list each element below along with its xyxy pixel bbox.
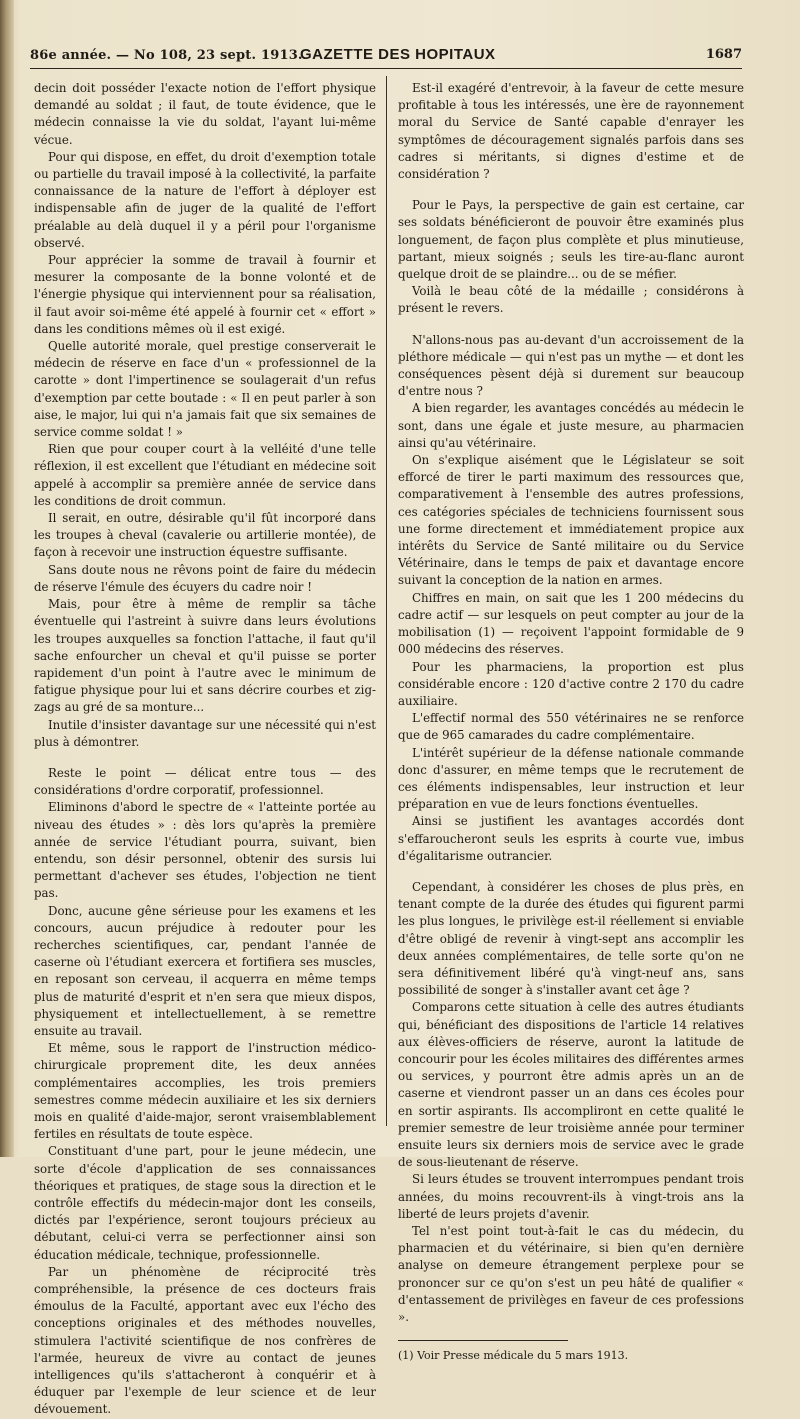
paragraph: Pour qui dispose, en effet, du droit d'exemption totale ou partielle du travail imposé à la collectivité, la parfaite connaissance de la nature de l'effort à déployer est indispensable afin de juger de la qualité de l'effort préalable au delà duquel il y a péril pour l'organisme observé. — [34, 149, 376, 250]
paragraph: Voilà le beau côté de la médaille ; considérons à présent le revers. — [398, 284, 744, 316]
paragraph: Eliminons d'abord le spectre de « l'atteinte portée au niveau des études » : dès lors qu'après la première année de service l'étudiant pourra, suivant, bien entendu, son désir personnel, obtenir des sursis lui permettant d'achever ses études, l'objection ne tient pas. — [34, 800, 376, 901]
paragraph: Inutile d'insister davantage sur une nécessité qui n'est plus à démontrer. — [34, 717, 376, 749]
right-column — [398, 80, 744, 1364]
paragraph: L'intérêt supérieur de la défense nationale commande donc d'assurer, en même temps que le recrutement de ces éléments indispensables, leur instruction et leur préparation en vue de leurs fonctions éventuelles. — [398, 745, 744, 812]
journal-title: GAZETTE DES HOPITAUX — [300, 46, 496, 63]
paragraph: Chiffres en main, on sait que les 1 200 médecins du cadre actif — sur lesquels on peut compter au jour de la mobilisation (1) — reçoivent l'appoint formidable de 9 000 médecins des réserves. — [398, 590, 744, 657]
paragraph: Pour apprécier la somme de travail à fournir et mesurer la composante de la bonne volonté et de l'énergie physique qui interviennent pour sa réalisation, il faut avoir soi-même été appelé à fournir cet « effort » dans les conditions mêmes où il est exigé. — [34, 253, 376, 336]
paragraph: Mais, pour être à même de remplir sa tâche éventuelle qui l'astreint à suivre dans leurs évolutions les troupes auxquelles sa fonction l'attache, il faut qu'il sache enfourcher un cheval et qu'il puisse se porter rapidement d'un point à l'autre avec le minimum de fatigue physique pour lui et sans décrire courbes et zig-zags au gré de sa monture... — [34, 597, 376, 715]
paragraph: Par un phénomène de réciprocité très compréhensible, la présence de ces docteurs frais émoulus de la Faculté, apportant avec eux l'écho des conceptions originales et des méthodes nouvelles, stimulera l'activité scientifique de nos confrères de l'armée, heureux de vivre au contact de jeunes intelligences qu'ils s'attacheront à conquérir et à éduquer par l'exemple de leur science et de leur dévouement. — [34, 1264, 376, 1417]
paragraph: Reste le point — délicat entre tous — des considérations d'ordre corporatif, professionnel. — [34, 765, 376, 798]
paragraph: Cependant, à considérer les choses de plus près, en tenant compte de la durée des études qui figurent parmi les plus longues, le privilège est-il réellement si enviable d'être obligé de revenir à vingt-sept ans accomplir les deux années complémentaires, de telle sorte qu'on ne sera définitivement libéré qu'à vingt-neuf ans, sans possibilité de songer à s'installer avant cet âge ? — [398, 879, 744, 998]
page-binding-edge — [0, 0, 14, 1157]
paragraph: Comparons cette situation à celle des autres étudiants qui, bénéficiant des dispositions de l'article 14 relatives aux élèves-officiers de réserve, auront la latitude de concourir pour les écoles militaires des différentes armes ou services, y pourront être admis après un an de caserne et viendront passer un an dans ces écoles pour en sortir aspirants. Ils accompliront en cette qualité le premier semestre de leur troisième année pour terminer ensuite leurs six derniers mois de service avec le grade de sous-lieutenant de réserve. — [398, 1000, 744, 1170]
paragraph: Tel n'est point tout-à-fait le cas du médecin, du pharmacien et du vétérinaire, si bien qu'en dernière analyse on demeure étrangement perplexe pour se prononcer sur ce qu'on s'est un peu hâté de qualifier « d'entassement de privilèges en faveur de ces professions ». — [398, 1224, 744, 1325]
paragraph: Constituant d'une part, pour le jeune médecin, une sorte d'école d'application de ses connaissances théoriques et pratiques, de stage sous la direction et le contrôle effectifs du médecin-major dont les conseils, dictés par l'expérience, seront toujours précieux au débutant, celui-ci verra se perfectionner ainsi son éducation médicale, technique, professionnelle. — [34, 1144, 376, 1262]
paragraph: Pour les pharmaciens, la proportion est plus considérable encore : 120 d'active contre 2 170 du cadre auxiliaire. — [398, 659, 744, 708]
footnote-rule — [398, 1340, 568, 1341]
left-column — [34, 80, 376, 1419]
header-rule — [30, 68, 742, 69]
issue-info: 86e année. — No 108, 23 sept. 1913. — [30, 48, 303, 63]
page-header — [30, 44, 742, 68]
footnote: (1) Voir Presse médicale du 5 mars 1913. — [398, 1349, 629, 1363]
paragraph: Il serait, en outre, désirable qu'il fût incorporé dans les troupes à cheval (cavalerie ou artillerie montée), de façon à recevoir une instruction équestre suffisante. — [34, 511, 376, 560]
paragraph: decin doit posséder l'exacte notion de l'effort physique demandé au soldat ; il faut, de toute évidence, que le médecin connaisse la vie du soldat, l'ayant lui-même vécue. — [34, 81, 376, 147]
paragraph: N'allons-nous pas au-devant d'un accroissement de la pléthore médicale — qui n'est pas un mythe — et dont les conséquences pèsent déjà si durement sur beaucoup d'entre nous ? — [398, 332, 744, 399]
paragraph: Et même, sous le rapport de l'instruction médico-chirurgicale proprement dite, les deux années complémentaires accomplies, les trois premiers semestres comme médecin auxiliaire et les six derniers mois en qualité d'aide-major, seront vraisemblablement fertiles en résultats de toute espèce. — [34, 1041, 376, 1142]
paragraph: Est-il exagéré d'entrevoir, à la faveur de cette mesure profitable à tous les intéressés, une ère de rayonnement moral du Service de Santé capable d'enrayer les symptômes de découragement signalés parfois dans ses cadres si méritants, si dignes d'estime et de considération ? — [398, 81, 744, 182]
column-divider — [386, 76, 387, 1126]
paragraph: Ainsi se justifient les avantages accordés dont s'effaroucheront seuls les esprits à courte vue, imbus d'égalitarisme outrancier. — [398, 814, 744, 863]
paragraph: On s'explique aisément que le Législateur se soit efforcé de tirer le parti maximum des ressources que, comparativement à l'ensemble des autres professions, ces catégories spéciales de techniciens fournissent sous une forme directement et immédiatement propice aux intérêts du Service de Santé militaire ou du Service Vétérinaire, dans le temps de paix et davantage encore suivant la conception de la nation en armes. — [398, 453, 744, 588]
paragraph: Pour le Pays, la perspective de gain est certaine, car ses soldats bénéficieront de pouvoir être examinés plus longuement, de façon plus complète et plus minutieuse, partant, mieux soignés ; seuls les tire-au-flanc auront quelque droit de se plaindre... ou de se méfier. — [398, 198, 744, 282]
page-number: 1687 — [705, 47, 742, 62]
paragraph: Donc, aucune gêne sérieuse pour les examens et les concours, aucun préjudice à redouter pour les recherches scientifiques, car, pendant l'année de caserne où l'étudiant exercera et fortifiera ses muscles, en reposant son cerveau, il acquerra en même temps plus de maturité d'esprit et n'en sera que mieux dispos, physiquement et intellectuellement, à se remettre ensuite au travail. — [34, 903, 376, 1038]
paragraph: Quelle autorité morale, quel prestige conserverait le médecin de réserve en face d'un « professionnel de la carotte » dont l'impertinence se soulagerait d'un refus d'exemption par cette boutade : « Il en peut parler à son aise, le major, lui qui n'a jamais fait que six semaines de service comme soldat ! » — [34, 339, 376, 440]
paragraph: A bien regarder, les avantages concédés au médecin le sont, dans une égale et juste mesure, au pharmacien ainsi qu'au vétérinaire. — [398, 401, 744, 450]
paragraph: L'effectif normal des 550 vétérinaires ne se renforce que de 965 camarades du cadre complémentaire. — [398, 711, 744, 743]
paragraph: Si leurs études se trouvent interrompues pendant trois années, du moins recouvrent-ils à vingt-trois ans la liberté de leurs projets d'avenir. — [398, 1172, 744, 1221]
paragraph: Rien que pour couper court à la velléité d'une telle réflexion, il est excellent que l'étudiant en médecine soit appelé à accomplir sa première année de service dans les conditions de droit commun. — [34, 442, 376, 508]
paragraph: Sans doute nous ne rêvons point de faire du médecin de réserve l'émule des écuyers du cadre noir ! — [34, 562, 376, 594]
